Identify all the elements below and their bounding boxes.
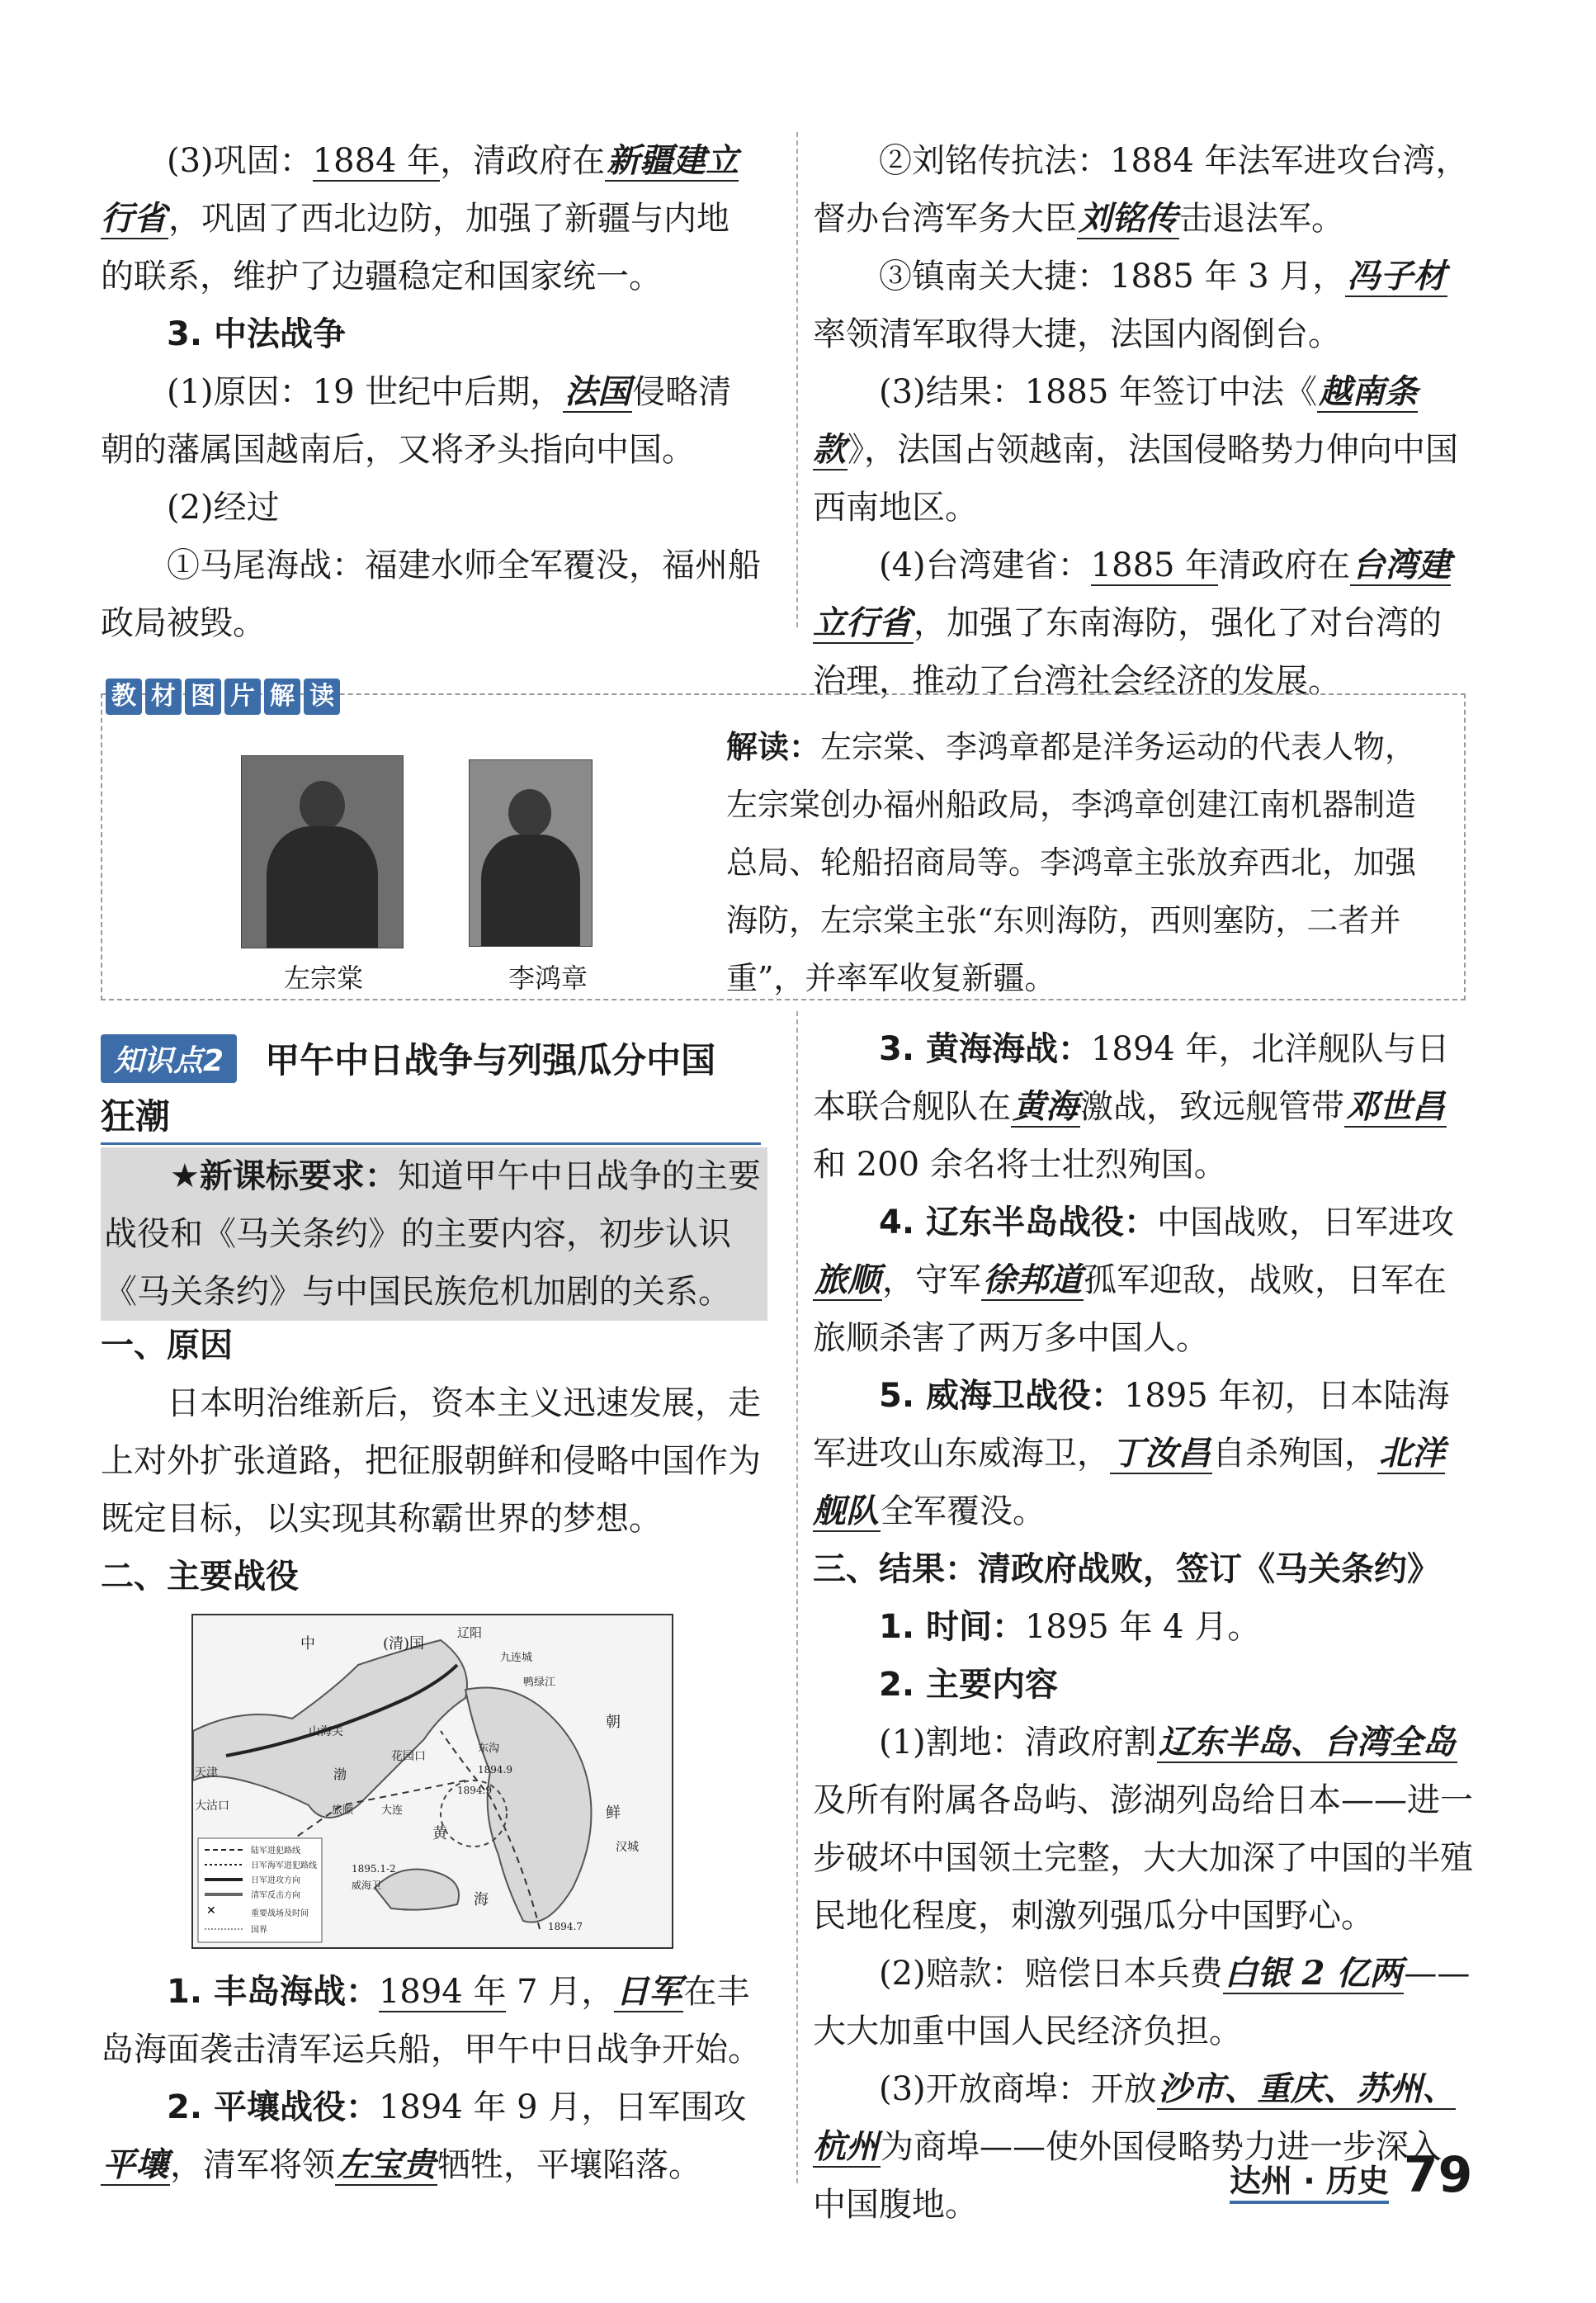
answer-blank: 辽东半岛、台湾全岛 bbox=[1158, 1723, 1456, 1762]
answer-blank: 冯子材 bbox=[1347, 257, 1447, 296]
page-footer bbox=[1230, 2146, 1472, 2204]
map-label: (清)国 bbox=[383, 1635, 425, 1653]
map-label: 1895.1-2 bbox=[352, 1863, 396, 1875]
answer-blank: 黄海 bbox=[1013, 1087, 1079, 1126]
map-label: 威海卫 bbox=[352, 1880, 382, 1891]
text: (1)原因：19 世纪中后期， bbox=[167, 373, 564, 411]
war-map bbox=[191, 1614, 673, 1949]
answer-blank: 刘铭传 bbox=[1079, 199, 1178, 238]
left-battles-column bbox=[101, 1963, 761, 2194]
legend-item: 日军海军进犯路线 bbox=[251, 1861, 317, 1870]
picture-box-tag bbox=[106, 679, 340, 715]
text: 为商埠——使外国侵略势力进一步深入中国腹地。 bbox=[813, 2128, 1442, 2224]
indemnity-paragraph bbox=[813, 1945, 1473, 2060]
map-label: 鸭绿江 bbox=[523, 1676, 556, 1689]
item-heading: 3. 黄海海战： bbox=[879, 1030, 1091, 1068]
legend-item: 陆军进犯路线 bbox=[251, 1847, 300, 1856]
map-label: 山海关 bbox=[309, 1725, 343, 1738]
map-label: 辽阳 bbox=[457, 1625, 483, 1640]
text: (3)开放商埠：开放 bbox=[879, 2070, 1157, 2108]
item-heading: 1. 时间： bbox=[879, 1608, 1025, 1646]
map-label: 中 bbox=[300, 1635, 315, 1653]
answer-blank: 沙市、重庆、苏州、杭州 bbox=[813, 2069, 1456, 2166]
text: 中国战败，日军进攻 bbox=[1156, 1204, 1454, 1241]
answer-blank: 左宝贵 bbox=[337, 2145, 436, 2184]
photo-caption: 左宗棠 bbox=[284, 962, 364, 994]
knowledge-point-title-cont: 狂潮 bbox=[101, 1090, 761, 1145]
map-label: 旅顺 bbox=[332, 1804, 354, 1817]
map-label: 海 bbox=[474, 1891, 489, 1908]
knowledge-point-title: 甲午中日战争与列强瓜分中国 bbox=[265, 1040, 716, 1081]
section-heading: 二、主要战役 bbox=[101, 1558, 299, 1596]
answer-blank: 白银 2 亿两 bbox=[1224, 1954, 1403, 1993]
interpretation-text bbox=[726, 718, 1444, 1007]
page-number: 79 bbox=[1403, 2146, 1473, 2204]
text: ，清政府在 bbox=[440, 142, 606, 180]
map-label: 黄 bbox=[432, 1825, 447, 1842]
answer-blank: 新疆建立行省 bbox=[101, 141, 739, 238]
text: (1)割地：清政府割 bbox=[879, 1724, 1157, 1762]
weihaiwei-paragraph bbox=[813, 1367, 1473, 1540]
answer-blank: 台湾建立行省 bbox=[813, 546, 1452, 642]
legend-item: 日军进攻方向 bbox=[251, 1876, 300, 1885]
column-divider bbox=[796, 1011, 798, 2183]
text: 7 月， bbox=[506, 1973, 615, 2011]
curriculum-requirement bbox=[101, 1147, 767, 1321]
section-heading: 3. 中法战争 bbox=[167, 315, 346, 353]
item-heading: 1. 丰岛海战： bbox=[167, 1973, 379, 2011]
process-heading: (2)经过 bbox=[167, 489, 280, 527]
legend-item: 清军反击方向 bbox=[251, 1891, 300, 1900]
text: 孤军迎敌，战败，日军在旅顺杀害了两万多中国人。 bbox=[813, 1261, 1447, 1357]
tag-char: 材 bbox=[145, 679, 182, 715]
answer-blank: 法国 bbox=[564, 372, 631, 411]
svg-text:✕: ✕ bbox=[206, 1904, 216, 1918]
map-label: 花园口 bbox=[391, 1750, 426, 1763]
xinjiang-paragraph bbox=[101, 132, 761, 305]
text: 全军覆没。 bbox=[881, 1492, 1046, 1530]
tag-char: 读 bbox=[304, 679, 340, 715]
answer-blank: 旅顺 bbox=[815, 1260, 881, 1299]
answer-blank: 北洋舰队 bbox=[813, 1434, 1445, 1530]
knowledge-point-header bbox=[101, 1033, 715, 1083]
map-label: 鲜 bbox=[606, 1804, 621, 1822]
text: ③镇南关大捷：1885 年 3 月， bbox=[879, 258, 1346, 296]
photo-caption: 李鸿章 bbox=[508, 962, 588, 994]
map-label: 大连 bbox=[381, 1804, 404, 1817]
text: 1895 年 4 月。 bbox=[1024, 1608, 1261, 1646]
text: (4)台湾建省： bbox=[879, 546, 1091, 584]
text: 牺牲，平壤陷落。 bbox=[437, 2146, 701, 2184]
tag-char: 图 bbox=[185, 679, 221, 715]
interpretation-label: 解读： bbox=[726, 729, 821, 765]
map-label: 天津 bbox=[195, 1766, 218, 1780]
map-label: 大沽口 bbox=[195, 1799, 229, 1813]
text: 侵略清朝的藩属国越南后，又将矛头指向中国。 bbox=[101, 373, 732, 469]
text: ，清军将领 bbox=[170, 2146, 335, 2184]
tag-char: 教 bbox=[106, 679, 142, 715]
liaodong-paragraph bbox=[813, 1194, 1473, 1367]
section-heading: 一、原因 bbox=[101, 1326, 233, 1364]
result-paragraph bbox=[813, 363, 1473, 537]
text: 清政府在 bbox=[1218, 546, 1351, 584]
text: (3)巩固： bbox=[167, 142, 313, 180]
answer-blank: 1884 年 bbox=[312, 142, 441, 180]
answer-blank: 1885 年 bbox=[1090, 546, 1219, 584]
item-heading: 2. 平壤战役： bbox=[167, 2088, 379, 2126]
mawei-paragraph: ①马尾海战：福建水师全军覆没，福州船政局被毁。 bbox=[101, 546, 761, 642]
pyongyang-paragraph bbox=[101, 2078, 761, 2194]
answer-blank: 平壤 bbox=[102, 2145, 168, 2184]
map-label: 1894.9 bbox=[457, 1785, 492, 1796]
text: ，加强了东南海防，强化了对台湾的治理，推动了台湾社会经济的发展。 bbox=[813, 604, 1442, 700]
column-divider bbox=[796, 132, 798, 627]
map-label: 汉城 bbox=[616, 1841, 639, 1854]
answer-blank: 越南条款 bbox=[813, 372, 1419, 469]
text: ，巩固了西北边防，加强了新疆与内地的联系，维护了边疆稳定和国家统一。 bbox=[101, 200, 730, 296]
cause-text: 日本明治维新后，资本主义迅速发展，走上对外扩张道路，把征服朝鲜和侵略中国作为既定目标，以实现其称霸世界的梦想。 bbox=[101, 1384, 761, 1538]
map-label: 1894.7 bbox=[548, 1921, 583, 1932]
requirement-label: ★新课标要求： bbox=[170, 1157, 398, 1195]
legend-item: 国界 bbox=[251, 1926, 267, 1935]
footer-region: 达州 · 历史 bbox=[1230, 2155, 1389, 2204]
text: 自杀殉国， bbox=[1212, 1435, 1377, 1473]
section-heading: 三、结果：清政府战败，签订《马关条约》 bbox=[813, 1550, 1440, 1588]
text: 击退法军。 bbox=[1179, 200, 1344, 238]
text: ②刘铭传抗法：1884 年法军进攻台湾，督办台湾军务大臣 bbox=[813, 142, 1469, 238]
answer-blank: 邓世昌 bbox=[1346, 1087, 1445, 1126]
text: (3)结果：1885 年签订中法《 bbox=[879, 373, 1318, 411]
text: 1895 年初，日本陆海军进攻山东威海卫， bbox=[813, 1377, 1450, 1473]
text: 1894 年 9 月，日军围攻 bbox=[378, 2088, 747, 2126]
item-heading: 4. 辽东半岛战役： bbox=[879, 1204, 1157, 1241]
land-cession-paragraph bbox=[813, 1714, 1473, 1945]
cause-paragraph bbox=[101, 363, 761, 479]
text: 左宗棠、李鸿章都是洋务运动的代表人物，左宗棠创办福州船政局，李鸿章创建江南机器制造总局、轮船招商局等。李鸿章主张放弃西北，加强海防，左宗棠主张“东则海防，西则塞防，二者并重”，并率军收复新疆。 bbox=[726, 729, 1417, 996]
right-lower-column bbox=[813, 1020, 1473, 2234]
tag-char: 片 bbox=[224, 679, 261, 715]
text: 及所有附属各岛屿、澎湖列岛给日本——进一步破坏中国领土完整，大大加深了中国的半殖民地化程度，刺激列强瓜分中国野心。 bbox=[813, 1781, 1473, 1935]
left-lower-column bbox=[101, 1317, 761, 1605]
item-heading: 2. 主要内容 bbox=[879, 1666, 1058, 1704]
legend-item: 重要战场及时间 bbox=[251, 1909, 309, 1918]
li-hongzhang-photo bbox=[469, 759, 593, 947]
text: 》，法国占领越南，法国侵略势力伸向中国西南地区。 bbox=[813, 431, 1458, 527]
text: 1894 年，北洋舰队与日本联合舰队在 bbox=[813, 1030, 1450, 1126]
text: 和 200 余名将士壮烈殉国。 bbox=[813, 1146, 1227, 1184]
taiwan-paragraph bbox=[813, 537, 1473, 710]
knowledge-point-tag: 知识点2 bbox=[101, 1034, 237, 1083]
tag-char: 解 bbox=[264, 679, 300, 715]
liu-paragraph bbox=[813, 132, 1473, 248]
zuo-zongtang-photo bbox=[241, 755, 404, 948]
map-label: 东沟 bbox=[478, 1743, 500, 1755]
text: 激战，致远舰管带 bbox=[1080, 1088, 1344, 1126]
item-heading: 5. 威海卫战役： bbox=[879, 1377, 1124, 1415]
top-right-column bbox=[813, 132, 1473, 710]
text: ，守军 bbox=[882, 1261, 981, 1299]
text: (2)赔款：赔偿日本兵费 bbox=[879, 1955, 1223, 1993]
zhennan-paragraph bbox=[813, 248, 1473, 363]
text: 知道甲午中日战争的主要战役和《马关条约》的主要内容，初步认识《马关条约》与中国民族危机加剧的关系。 bbox=[104, 1157, 761, 1311]
time-paragraph bbox=[813, 1598, 1473, 1656]
map-label: 渤 bbox=[333, 1766, 347, 1782]
answer-blank: 丁汝昌 bbox=[1112, 1434, 1211, 1473]
fengdao-paragraph bbox=[101, 1963, 761, 2078]
yellow-sea-paragraph bbox=[813, 1020, 1473, 1194]
answer-blank: 1894 年 bbox=[378, 1973, 507, 2011]
text: 率领清军取得大捷，法国内阁倒台。 bbox=[813, 315, 1341, 353]
map-label: 九连城 bbox=[500, 1652, 533, 1664]
answer-blank: 徐邦道 bbox=[983, 1260, 1082, 1299]
text: 在丰岛海面袭击清军运兵船，甲午中日战争开始。 bbox=[101, 1973, 761, 2069]
map-label: 1894.9 bbox=[478, 1764, 512, 1776]
map-label: 朝 bbox=[606, 1714, 621, 1731]
text: ——大大加重中国人民经济负担。 bbox=[813, 1955, 1471, 2050]
top-left-column bbox=[101, 132, 761, 652]
answer-blank: 日军 bbox=[616, 1972, 682, 2011]
